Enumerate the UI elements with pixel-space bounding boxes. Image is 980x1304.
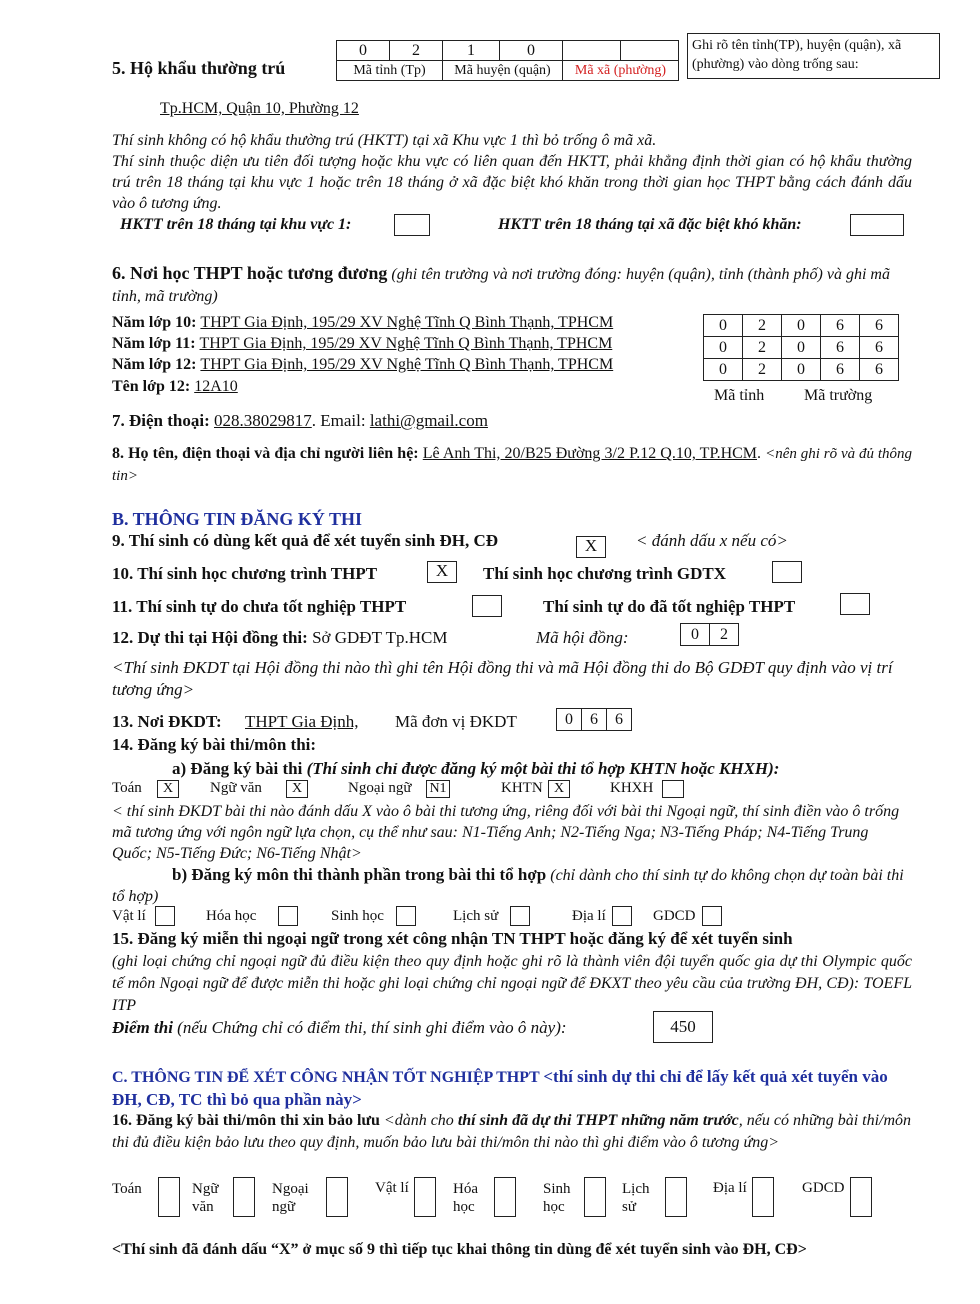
code-cell[interactable]: 6 <box>860 337 899 359</box>
s16-subject-diali: Địa lí <box>713 1180 747 1196</box>
code-cell[interactable]: 0 <box>704 359 743 381</box>
hkth-note-box: Ghi rõ tên tỉnh(TP), huyện (quận), xã (phường) vào dòng trống sau: <box>687 33 940 79</box>
label-ma-huyen: Mã huyện (quận) <box>443 61 563 81</box>
code-cell[interactable]: 6 <box>860 315 899 337</box>
s16-subject-vatli-box[interactable] <box>414 1177 436 1217</box>
phone-value[interactable]: 028.38029817 <box>214 411 312 430</box>
hktt-kv1-checkbox[interactable] <box>394 214 430 236</box>
b-subject-sinhhoc: Sinh học <box>331 908 384 924</box>
school-section-hint: (ghi tên trường và nơi trường đóng: huyện (quận), tỉnh (thành phố) và ghi mã tỉnh, mã trường) <box>112 266 890 305</box>
email-label: . Email: <box>311 411 366 430</box>
s12-value[interactable]: Sở GDĐT Tp.HCM <box>312 628 448 647</box>
s11-checkbox[interactable] <box>472 595 502 617</box>
code-cell[interactable]: 6 <box>607 709 632 731</box>
s14a-row <box>172 759 779 779</box>
school-row-label: Năm lớp 11 <box>112 335 191 352</box>
contact-row <box>112 411 488 431</box>
subject-ngoaingu-box[interactable]: N1 <box>426 780 450 798</box>
subject-ngoaingu: Ngoại ngữ <box>348 780 412 796</box>
subject-khtn: KHTN <box>501 780 543 796</box>
s16-label: 16. Đăng ký bài thi/môn thi xin bảo lưu <box>112 1112 380 1129</box>
s16-subject-gdcd-box[interactable] <box>850 1177 872 1217</box>
school-row-12: Năm lớp 12: THPT Gia Định, 195/29 XV Nghệ Tĩnh Q Bình Thạnh, TPHCM <box>112 356 614 373</box>
subject-nguvan-box[interactable]: X <box>286 780 308 798</box>
label-ma-truong: Mã trường <box>804 387 873 404</box>
s12-row <box>112 628 447 648</box>
b-subject-lichsu: Lịch sử <box>453 908 499 924</box>
code-cell[interactable]: 0 <box>681 624 710 646</box>
s14a-note: < thí sinh ĐKDT bài thi nào đánh dấu X vào ô bài thi tương ứng, riêng đối với bài thi Ngoại ngữ, thí sinh điền vào ô trống mã tương ứng với ngôn ngữ lựa chọn, cụ thể như sau: N1-Tiếng Anh; N2-Tiếng Nga; N3-Tiếng Pháp; N4-Tiếng Trung Quốc; N5-Tiếng Đức; N6-Tiếng Nhật> <box>112 803 900 862</box>
s16-subject-ngoaingu-box[interactable] <box>326 1177 348 1217</box>
code-cell[interactable]: 0 <box>337 41 390 61</box>
s16-subject-lichsu-box[interactable] <box>665 1177 687 1217</box>
code-cell[interactable]: 1 <box>443 41 500 61</box>
subject-khxh: KHXH <box>610 780 654 796</box>
s16-subject-diali-box[interactable] <box>752 1177 774 1217</box>
s16-subject-vatli: Vật lí <box>375 1180 409 1196</box>
b-subject-hoahoc: Hóa học <box>206 908 257 924</box>
code-cell[interactable]: 0 <box>782 315 821 337</box>
hkth-label: 5. Hộ khẩu thường trú <box>112 58 286 78</box>
section-c-hint: <thí sinh dự thi chỉ để lấy kết quả xét tuyển vào ĐH, CĐ, TC thì bỏ qua phần này> <box>112 1067 888 1109</box>
s11-graduated-label: Thí sinh tự do đã tốt nghiệp THPT <box>543 597 796 616</box>
s11-label: 11. Thí sinh tự do chưa tốt nghiệp THPT <box>112 597 407 616</box>
s15-score-hint: (nếu Chứng chỉ có điểm thi, thí sinh ghi điểm vào ô này): <box>177 1018 567 1037</box>
b-subject-gdcd-box[interactable] <box>702 906 722 926</box>
school-section <box>112 262 912 308</box>
s12-label: 12. Dự thi tại Hội đồng thi: <box>112 628 308 647</box>
s16-subject-hoahoc: Hóa học <box>453 1181 478 1215</box>
b-subject-vatli-box[interactable] <box>155 906 175 926</box>
subject-toan: Toán <box>112 780 142 796</box>
s16-subject-toan: Toán <box>112 1181 142 1197</box>
s13-label: 13. Nơi ĐKDT: <box>112 712 222 731</box>
s9-checkbox[interactable]: X <box>576 536 606 558</box>
hktt-xa-label: HKTT trên 18 tháng tại xã đặc biệt khó khăn: <box>498 216 802 233</box>
s15-score-box[interactable]: 450 <box>653 1011 713 1043</box>
s11-graduated-checkbox[interactable] <box>840 593 870 615</box>
s16-hint-c: , nếu có những bài thi/môn thi đủ điều kiện bảo lưu theo quy định, muốn bảo lưu bài thi/môn thi nào thì ghi điểm vào ô tương ứng> <box>112 1112 912 1151</box>
contact-person-hint: <nên ghi rõ và đủ thông tin> <box>112 446 913 484</box>
s16-subject-nguvan: Ngữ văn <box>192 1181 219 1215</box>
hkth-instruction-2: Thí sinh thuộc diện ưu tiên đối tượng hoặc khu vực có liên quan đến HKTT, phải khẳng định thời gian có hộ khẩu thường trú trên 18 tháng tại khu vực 1 hoặc trên 18 tháng ở xã đặc biệt khó khăn trong thời gian học THPT bằng cách đánh dấu vào ô tương ứng. <box>112 153 912 212</box>
code-cell[interactable]: 0 <box>500 41 563 61</box>
s16-hint-b: thí sinh đã dự thi THPT những năm trước <box>457 1112 739 1129</box>
hktt-kv1-label: HKTT trên 18 tháng tại khu vực 1: <box>120 216 352 233</box>
hkth-instruction-1: Thí sinh không có hộ khẩu thường trú (HKTT) tại xã Khu vực 1 thì bỏ trống ô mã xã. <box>112 132 657 149</box>
s10-label: 10. Thí sinh học chương trình THPT <box>112 564 378 583</box>
phone-label: 7. Điện thoại: <box>112 411 210 430</box>
hkth-address[interactable]: Tp.HCM, Quận 10, Phường 12 <box>160 100 359 117</box>
code-cell[interactable]: 2 <box>710 624 739 646</box>
code-cell[interactable]: 0 <box>704 315 743 337</box>
s10-gdtx-label: Thí sinh học chương trình GDTX <box>483 564 727 583</box>
hkth-code-grid <box>336 40 679 81</box>
b-subject-diali: Địa lí <box>572 908 606 924</box>
s16-subject-toan-box[interactable] <box>158 1177 180 1217</box>
class-name-value[interactable]: 12A10 <box>194 378 238 395</box>
subject-khtn-box[interactable]: X <box>548 780 570 798</box>
subject-toan-box[interactable]: X <box>157 780 179 798</box>
school-row-value[interactable]: THPT Gia Định, 195/29 XV Nghệ Tĩnh Q Bình Thạnh, TPHCM <box>200 314 614 331</box>
label-ma-tinh: Mã tỉnh (Tp) <box>337 61 443 81</box>
code-cell[interactable]: 6 <box>821 359 860 381</box>
section-b-title: B. THÔNG TIN ĐĂNG KÝ THI <box>112 509 363 529</box>
b-subject-lichsu-box[interactable] <box>510 906 530 926</box>
hktt-xa-checkbox[interactable] <box>850 214 904 236</box>
school-row-11: Năm lớp 11: THPT Gia Định, 195/29 XV Nghệ Tĩnh Q Bình Thạnh, TPHCM <box>112 335 613 352</box>
s12-code-grid <box>680 623 739 646</box>
b-subject-gdcd: GDCD <box>653 908 696 924</box>
s14-title: 14. Đăng ký bài thi/môn thi: <box>112 735 317 754</box>
code-cell[interactable]: 6 <box>821 315 860 337</box>
code-cell[interactable] <box>621 41 679 61</box>
code-cell[interactable]: 2 <box>743 359 782 381</box>
s16-text <box>112 1110 912 1154</box>
s16-subject-nguvan-box[interactable] <box>233 1177 255 1217</box>
s10-checkbox[interactable]: X <box>427 561 457 583</box>
label-ma-xa: Mã xã (phường) <box>563 61 679 81</box>
s14a-hint: (Thí sinh chỉ được đăng ký một bài thi tổ hợp KHTN hoặc KHXH): <box>306 759 780 778</box>
code-cell[interactable]: 6 <box>821 337 860 359</box>
b-subject-diali-box[interactable] <box>612 906 632 926</box>
section-c-title: C. THÔNG TIN ĐỂ XÉT CÔNG NHẬN TỐT NGHIỆP THPT <box>112 1069 540 1086</box>
s13-code-grid <box>556 708 632 731</box>
code-cell[interactable]: 2 <box>390 41 443 61</box>
school-row-value[interactable]: THPT Gia Định, 195/29 XV Nghệ Tĩnh Q Bình Thạnh, TPHCM <box>200 356 614 373</box>
school-row-label: Năm lớp 12 <box>112 356 192 373</box>
s9-hint: < đánh dấu x nếu có> <box>636 531 788 550</box>
s13-value[interactable]: THPT Gia Định, <box>245 712 359 731</box>
s16-subject-ngoaingu: Ngoại ngữ <box>272 1181 309 1215</box>
s15-body: (ghi loại chứng chỉ ngoại ngữ đủ điều kiện theo quy định hoặc ghi rõ là thành viên đội tuyển quốc gia dự thi Olympic quốc tế môn Ngoại ngữ để được miễn thi hoặc ghi loại chứng chỉ ngoại ngữ để ĐKXT theo yêu cầu của trường ĐH, CĐ): TOEFL ITP <box>112 953 912 1014</box>
class-name-label: Tên lớp 12 <box>112 378 185 395</box>
contact-person-value[interactable]: Lê Anh Thi, 20/B25 Đường 3/2 P.12 Q.10, TP.HCM <box>422 445 758 462</box>
email-value[interactable]: lathi@gmail.com <box>369 411 488 430</box>
contact-person-label: 8. Họ tên, điện thoại và địa chỉ người liên hệ: <box>112 445 419 462</box>
code-cell[interactable]: 2 <box>743 315 782 337</box>
s16-subject-gdcd: GDCD <box>802 1180 845 1196</box>
class-name-row: Tên lớp 12: 12A10 <box>112 378 238 395</box>
code-cell[interactable]: 6 <box>582 709 607 731</box>
s15-score-label: Điểm thi <box>112 1018 173 1037</box>
subject-khxh-box[interactable] <box>662 780 684 798</box>
b-subject-sinhhoc-box[interactable] <box>396 906 416 926</box>
code-cell[interactable]: 0 <box>782 337 821 359</box>
school-code-grid <box>703 314 899 381</box>
s12-hint: <Thí sinh ĐKDT tại Hội đồng thi nào thì ghi tên Hội đồng thi và mã Hội đồng thi do Bộ GDĐT quy định vào vị trí tương ứng> <box>112 658 893 699</box>
code-cell[interactable] <box>563 41 621 61</box>
s16-subject-sinhhoc-box[interactable] <box>584 1177 606 1217</box>
s15-score-row <box>112 1018 567 1038</box>
code-cell[interactable]: 0 <box>704 337 743 359</box>
footer-note: <Thí sinh đã đánh dấu “X” ở mục số 9 thì tiếp tục khai thông tin dùng để xét tuyển sinh vào ĐH, CĐ> <box>112 1241 807 1258</box>
b-subject-hoahoc-box[interactable] <box>278 906 298 926</box>
school-row-10: Năm lớp 10: THPT Gia Định, 195/29 XV Nghệ Tĩnh Q Bình Thạnh, TPHCM <box>112 314 614 331</box>
school-row-value[interactable]: THPT Gia Định, 195/29 XV Nghệ Tĩnh Q Bình Thạnh, TPHCM <box>199 335 613 352</box>
s16-subject-sinhhoc: Sinh học <box>543 1181 571 1215</box>
s9-label: 9. Thí sinh có dùng kết quả để xét tuyển sinh ĐH, CĐ <box>112 531 499 550</box>
b-subject-vatli: Vật lí <box>112 908 146 924</box>
school-section-title: 6. Nơi học THPT hoặc tương đương <box>112 263 388 283</box>
code-cell[interactable]: 0 <box>782 359 821 381</box>
code-cell[interactable]: 2 <box>743 337 782 359</box>
s16-subject-hoahoc-box[interactable] <box>494 1177 516 1217</box>
contact-person: 8. Họ tên, điện thoại và địa chỉ người liên hệ: Lê Anh Thi, 20/B25 Đường 3/2 P.12 Q.10, TP.HCM. <nên ghi rõ và đủ thông tin> <box>112 445 913 484</box>
s14b-hint: (chỉ dành cho thí sinh tự do không chọn dự toàn bài thi tổ hợp) <box>112 867 904 905</box>
s13-code-label: Mã đơn vị ĐKDT <box>395 712 517 731</box>
s12-code-label: Mã hội đồng: <box>536 628 629 647</box>
s14b-title: b) Đăng ký môn thi thành phần trong bài thi tổ hợp <box>172 865 547 884</box>
s16-hint-a: <dành cho <box>383 1112 454 1129</box>
label-ma-tinh: Mã tỉnh <box>714 387 765 404</box>
s10-gdtx-checkbox[interactable] <box>772 561 802 583</box>
s14b-row <box>112 864 912 907</box>
s14a-title: a) Đăng ký bài thi <box>172 759 303 778</box>
s16-subject-lichsu: Lịch sử <box>622 1181 650 1215</box>
s15-title: 15. Đăng ký miễn thi ngoại ngữ trong xét công nhận TN THPT hoặc đăng ký để xét tuyển sinh <box>112 929 793 948</box>
subject-nguvan: Ngữ văn <box>210 780 262 796</box>
code-cell[interactable]: 6 <box>860 359 899 381</box>
section-c <box>112 1066 912 1112</box>
code-cell[interactable]: 0 <box>557 709 582 731</box>
school-row-label: Năm lớp 10 <box>112 314 192 331</box>
